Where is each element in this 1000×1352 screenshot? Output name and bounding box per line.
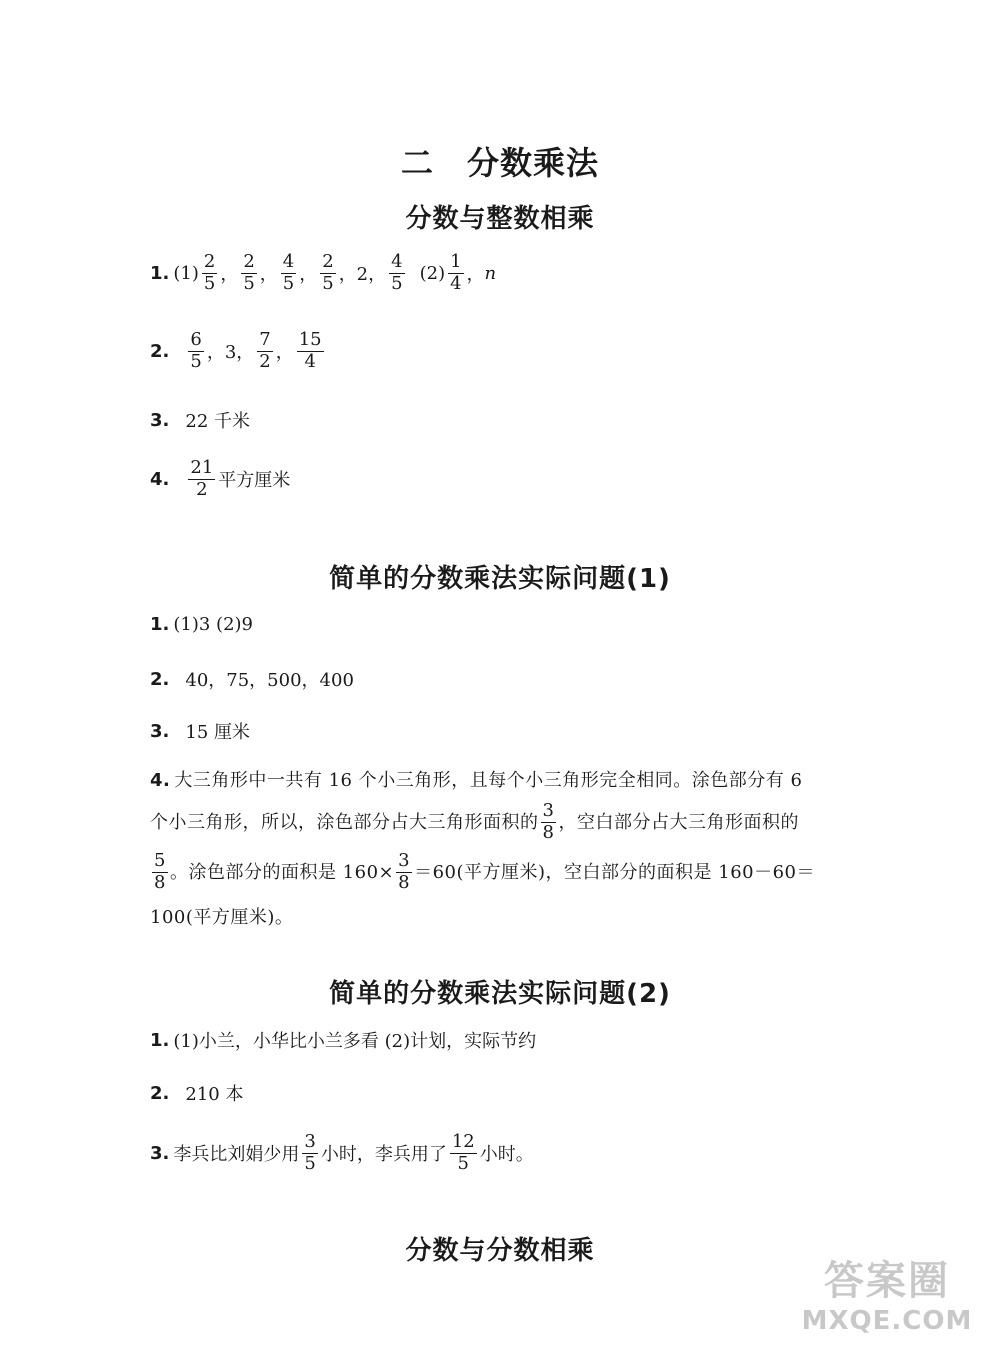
fraction: $\frac{5}{8}$ — [154, 849, 166, 893]
answer-3-2 — [150, 1080, 243, 1106]
separator: ， — [275, 342, 294, 364]
answer-text: 15 厘米 — [185, 722, 251, 743]
paragraph-text: 100(平方厘米)。 — [150, 907, 294, 928]
separator: ，2， — [338, 264, 387, 286]
fraction: $\frac{7}{2}$ — [259, 329, 271, 372]
variable-n: n — [484, 262, 497, 284]
paragraph-line — [150, 899, 850, 936]
answer-1-2 — [150, 330, 327, 372]
answer-text: 210 本 — [185, 1084, 244, 1105]
fraction: $\frac{4}{5}$ — [391, 251, 403, 294]
fraction: $\frac{2}{5}$ — [203, 251, 216, 294]
watermark-text: 答案圈 — [824, 1258, 950, 1304]
answer-text: 平方厘米 — [218, 470, 291, 492]
answer-3-3 — [150, 1132, 534, 1174]
paragraph-text: 个小三角形，所以，涂色部分占大三角形面积的 — [150, 811, 539, 833]
answer-2-2 — [150, 666, 354, 692]
answer-1-4 — [150, 458, 290, 500]
paragraph-text: ＝60(平方厘米)，空白部分的面积是 160－60＝ — [414, 861, 816, 883]
chapter-title: 二 分数乘法 — [400, 144, 599, 182]
answer-text: 李兵比刘娟少用 — [173, 1144, 300, 1166]
answer-number: 2. — [150, 668, 170, 690]
part-label: (2) — [419, 262, 446, 284]
fraction: $\frac{2}{5}$ — [322, 251, 334, 294]
paragraph-text: 大三角形中一共有 16 个小三角形，且每个小三角形完全相同。涂色部分有 6 — [174, 770, 803, 791]
separator: ，3， — [206, 342, 255, 364]
fraction: $\frac{3}{5}$ — [304, 1131, 316, 1174]
answer-2-4 — [150, 762, 850, 936]
answer-number: 2. — [150, 340, 170, 362]
answer-number: 3. — [150, 720, 170, 742]
section-title-practical-problems-2: 简单的分数乘法实际问题(2) — [329, 979, 671, 1009]
answer-number: 3. — [150, 1142, 170, 1164]
answer-1-1 — [150, 252, 496, 294]
answer-number: 3. — [150, 409, 170, 431]
answer-number: 4. — [150, 770, 171, 791]
section-title-practical-problems-1: 简单的分数乘法实际问题(1) — [329, 564, 671, 594]
answer-text: (1)小兰，小华比小兰多看 (2)计划，实际节约 — [173, 1031, 537, 1052]
watermark-url: MXQE.COM — [801, 1306, 973, 1336]
answer-3-1 — [150, 1027, 536, 1053]
fraction: $\frac{15}{4}$ — [298, 329, 322, 372]
paragraph-text: ，空白部分占大三角形面积的 — [558, 811, 799, 833]
fraction: $\frac{3}{8}$ — [542, 799, 555, 843]
answer-1-3 — [150, 407, 250, 433]
paragraph-line — [150, 845, 850, 899]
answer-number: 1. — [150, 1029, 170, 1051]
answer-text: (1)3 (2)9 — [173, 614, 253, 635]
answer-number: 4. — [150, 468, 170, 490]
fraction: $\frac{21}{2}$ — [190, 457, 214, 500]
answer-number: 1. — [150, 262, 170, 284]
separator: ， — [466, 264, 485, 286]
section-title-fraction-times-fraction: 分数与分数相乘 — [405, 1236, 595, 1266]
paragraph-text: 。涂色部分的面积是 160× — [169, 861, 395, 883]
fraction: $\frac{4}{5}$ — [282, 251, 295, 294]
paragraph-line — [150, 799, 850, 845]
fraction: $\frac{6}{5}$ — [190, 329, 202, 372]
answer-text: 小时。 — [479, 1144, 534, 1166]
answer-number: 1. — [150, 614, 170, 635]
answer-text: 40，75，500，400 — [185, 670, 354, 691]
answer-number: 2. — [150, 1082, 170, 1104]
fraction: $\frac{12}{5}$ — [451, 1131, 475, 1174]
separator: ， — [259, 264, 278, 286]
paragraph-line — [150, 762, 850, 799]
answer-text: 小时，李兵用了 — [320, 1144, 447, 1166]
separator: ， — [299, 264, 318, 286]
watermark-logo — [792, 1249, 982, 1336]
separator: ， — [220, 264, 239, 286]
answer-2-1 — [150, 614, 253, 635]
answer-text: 22 千米 — [185, 411, 251, 432]
section-title-fraction-times-integer: 分数与整数相乘 — [405, 204, 595, 234]
fraction: $\frac{1}{4}$ — [450, 251, 462, 294]
fraction: $\frac{2}{5}$ — [243, 251, 255, 294]
answer-2-3 — [150, 718, 250, 744]
fraction: $\frac{3}{8}$ — [398, 849, 411, 893]
part-label: (1) — [173, 262, 199, 284]
